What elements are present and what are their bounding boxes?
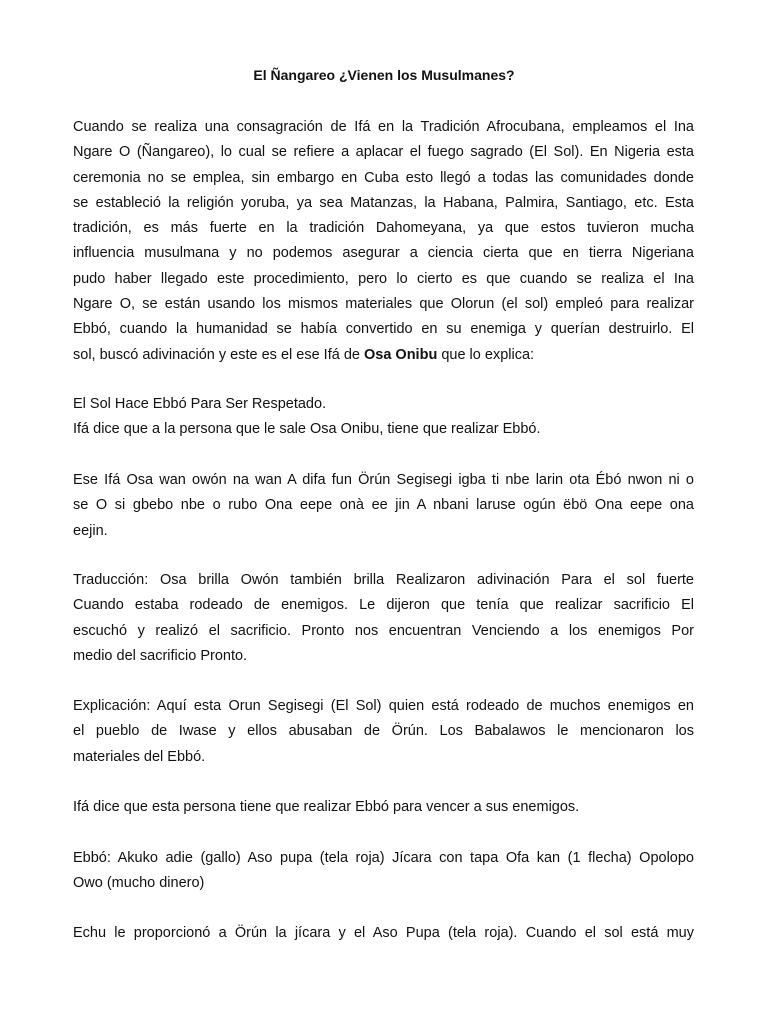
text-line-last	[73, 343, 694, 368]
text-line: Ebbó, cuando la humanidad se había convertido en su enemiga y querían destruirlo. El	[73, 321, 694, 338]
text-line: se estableció la religión yoruba, ya sea Matanzas, la Habana, Palmira, Santiago, etc. Esta	[73, 194, 694, 211]
paragraph-echu	[73, 921, 694, 946]
section-heading: El Sol Hace Ebbó Para Ser Respetado.	[73, 396, 327, 412]
paragraph-intro	[73, 115, 694, 368]
text-line-last: eejin.	[73, 522, 108, 539]
text-line: Ngare O (Ñangareo), lo cual se refiere a aplacar el fuego sagrado (El Sol). En Nigeria esta	[73, 144, 694, 161]
paragraph-heading	[73, 392, 694, 443]
text-line: Ese Ifá Osa wan owón na wan A difa fun Örún Segisegi igba ti nbe larin ota Ébó nwon ni o	[73, 472, 694, 488]
text-line: Cuando se realiza una consagración de Ifá en la Tradición Afrocubana, empleamos el Ina	[73, 119, 694, 135]
text-line: influencia musulmana y no podemos asegurar a ciencia cierta que en tierra Nigeriana	[73, 245, 694, 262]
text-line-last: Owo (mucho dinero)	[73, 875, 205, 892]
text-line: Ngare O, se están usando los mismos materiales que Olorun (el sol) empleó para realizar	[73, 296, 694, 313]
text-line-last: medio del sacrificio Pronto.	[73, 647, 248, 664]
text-line: el pueblo de Iwase y ellos abusaban de Örún. Los Babalawos le mencionaron los	[73, 723, 694, 740]
text-line: Ebbó: Akuko adie (gallo) Aso pupa (tela roja) Jícara con tapa Ofa kan (1 flecha) Opolopo	[73, 850, 694, 866]
document-title: El Ñangareo ¿Vienen los Musulmanes?	[253, 67, 515, 83]
text-line: Traducción: Osa brilla Owón también brilla Realizaron adivinación Para el sol fuerte	[73, 572, 694, 588]
text-line: se O si gbebo nbe o rubo Ona eepe onà ee jin A nbani laruse ogún ëbö Ona eepe ona	[73, 497, 694, 514]
text-line-last: materiales del Ebbó.	[73, 748, 206, 765]
text-span: que lo explica:	[437, 346, 535, 363]
text-span: sol, buscó adivinación y este es el ese Ifá de	[73, 346, 364, 363]
text-line: Cuando estaba rodeado de enemigos. Le dijeron que tenía que realizar sacrificio El	[73, 597, 694, 614]
text-line: pudo haber llegado este procedimiento, pero lo cierto es que cuando se realiza el Ina	[73, 270, 694, 287]
paragraph-explanation	[73, 694, 694, 770]
text-line: Ifá dice que esta persona tiene que realizar Ebbó para vencer a sus enemigos.	[73, 799, 580, 815]
text-line: ceremonia no se emplea, sin embargo en Cuba esto llegó a todas las comunidades donde	[73, 169, 694, 186]
text-line: Explicación: Aquí esta Orun Segisegi (El Sol) quien está rodeado de muchos enemigos en	[73, 698, 694, 714]
paragraph-translation	[73, 568, 694, 669]
paragraph-ifa-says	[73, 795, 694, 820]
text-line: tradición, es más fuerte en la tradición Dahomeyana, ya que estos tuvieron mucha	[73, 220, 694, 237]
text-line: escuchó y realizó el sacrificio. Pronto nos encuentran Venciendo a los enemigos Por	[73, 622, 694, 639]
text-line: Ifá dice que a la persona que le sale Osa Onibu, tiene que realizar Ebbó.	[73, 421, 541, 438]
paragraph-verse	[73, 468, 694, 544]
odu-name-bold: Osa Onibu	[363, 346, 438, 363]
text-line: Echu le proporcionó a Örún la jícara y el Aso Pupa (tela roja). Cuando el sol está muy	[73, 925, 694, 941]
paragraph-ebbo	[73, 846, 694, 897]
